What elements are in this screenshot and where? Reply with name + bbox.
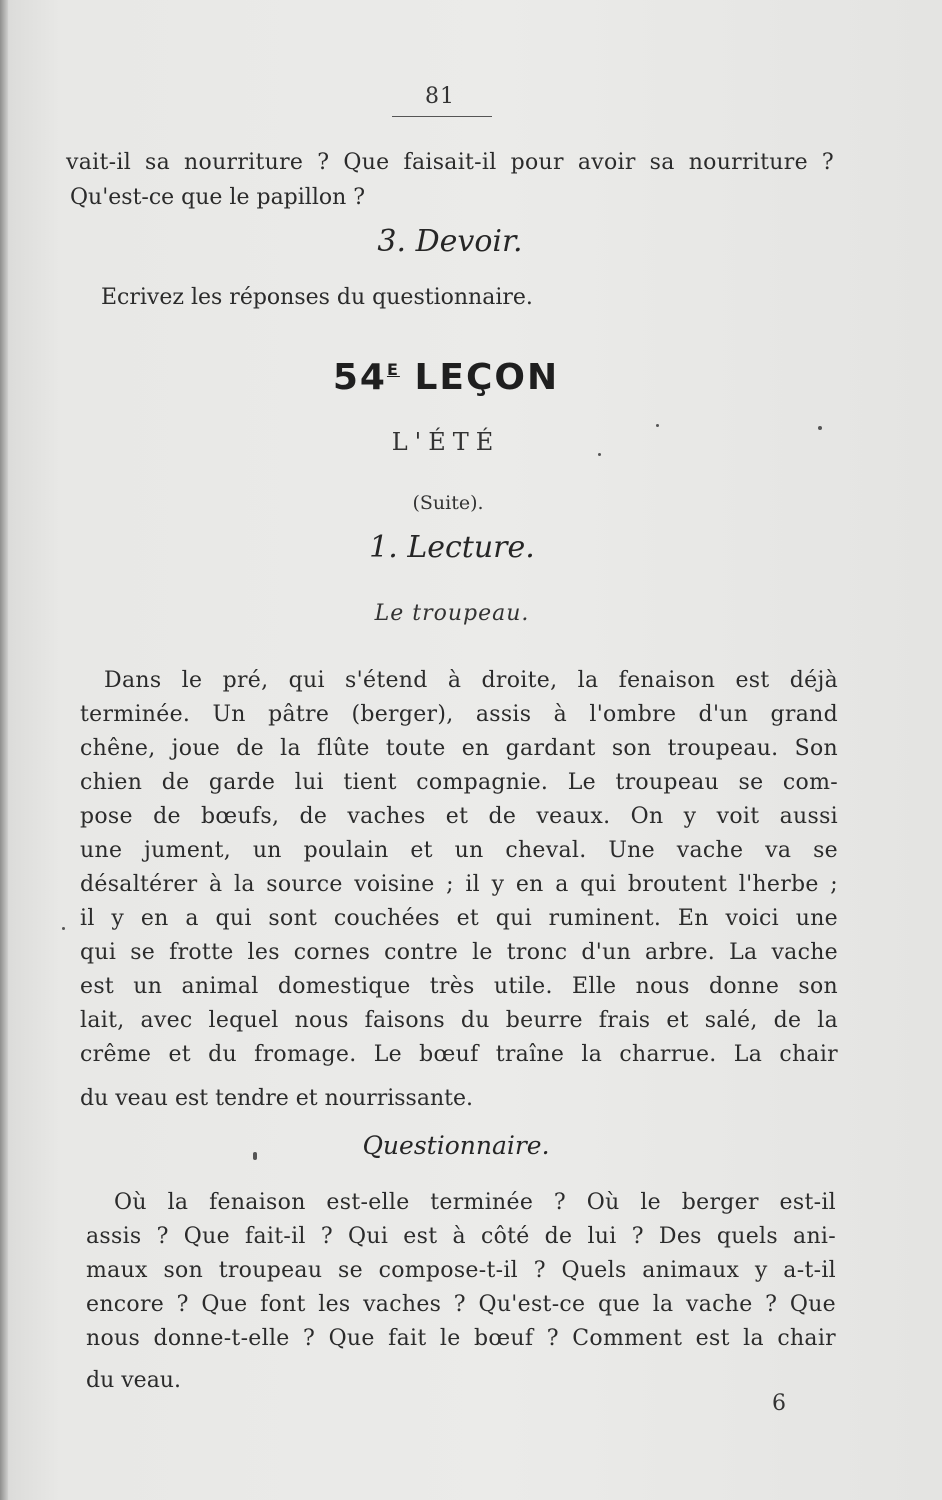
reading-line-9: qui se frotte les cornes contre le tronc d'un arbre. La vache (80, 940, 838, 965)
question-line-1: Où la fenaison est-elle terminée ? Où le berger est-il (114, 1190, 836, 1215)
sheet-signature-number: 6 (772, 1391, 786, 1416)
reading-line-5: pose de bœufs, de vaches et de veaux. On y voit aussi (80, 804, 838, 829)
header-rule (392, 116, 492, 117)
reading-line-13: du veau est tendre et nourrissante. (80, 1086, 473, 1111)
reading-line-1: Dans le pré, qui s'étend à droite, la fenaison est déjà (104, 668, 838, 693)
paper-speck (62, 927, 65, 930)
question-line-3: maux son troupeau se compose-t-il ? Quels animaux y a-t-il (86, 1258, 836, 1283)
intro-line-1: vait-il sa nourriture ? Que faisait-il pour avoir sa nourriture ? (66, 150, 834, 175)
reading-line-7: désaltérer à la source voisine ; il y en a qui broutent l'herbe ; (80, 872, 838, 897)
reading-line-2: terminée. Un pâtre (berger), assis à l'ombre d'un grand (80, 702, 838, 727)
reading-line-8: il y en a qui sont couchées et qui ruminent. En voici une (80, 906, 838, 931)
paper-speck (253, 1152, 257, 1160)
reading-line-3: chêne, joue de la flûte toute en gardant son troupeau. Son (80, 736, 838, 761)
reading-line-10: est un animal domestique très utile. Elle nous donne son (80, 974, 838, 999)
lesson-number: 54 (332, 357, 387, 398)
reading-line-6: une jument, un poulain et un cheval. Une vache va se (80, 838, 838, 863)
devoir-heading: 3. Devoir. (377, 224, 523, 259)
lecture-heading: 1. Lecture. (369, 530, 535, 565)
paper-speck (818, 426, 822, 430)
page-number: 81 (425, 84, 455, 109)
season-title: L'ÉTÉ (391, 428, 501, 456)
reading-line-12: crême et du fromage. Le bœuf traîne la charrue. La chair (80, 1042, 838, 1067)
devoir-instruction: Ecrivez les réponses du questionnaire. (101, 285, 533, 310)
intro-line-2: Qu'est-ce que le papillon ? (70, 185, 366, 210)
lesson-title (0, 357, 892, 398)
lesson-number-superscript: E (386, 360, 400, 379)
reading-line-11: lait, avec lequel nous faisons du beurre frais et salé, de la (80, 1008, 838, 1033)
paper-speck (656, 424, 659, 427)
question-line-5: nous donne-t-elle ? Que fait le bœuf ? Comment est la chair (86, 1326, 836, 1351)
question-line-6: du veau. (86, 1368, 181, 1393)
reading-title: Le troupeau. (374, 601, 530, 626)
question-line-4: encore ? Que font les vaches ? Qu'est-ce que la vache ? Que (86, 1292, 836, 1317)
questionnaire-heading: Questionnaire. (362, 1131, 550, 1160)
lesson-title-word: LEÇON (414, 357, 560, 398)
question-line-2: assis ? Que fait-il ? Qui est à côté de lui ? Des quels ani- (86, 1224, 836, 1249)
reading-line-4: chien de garde lui tient compagnie. Le troupeau se com- (80, 770, 838, 795)
paper-speck (598, 453, 601, 456)
suite-label: (Suite). (412, 492, 484, 514)
